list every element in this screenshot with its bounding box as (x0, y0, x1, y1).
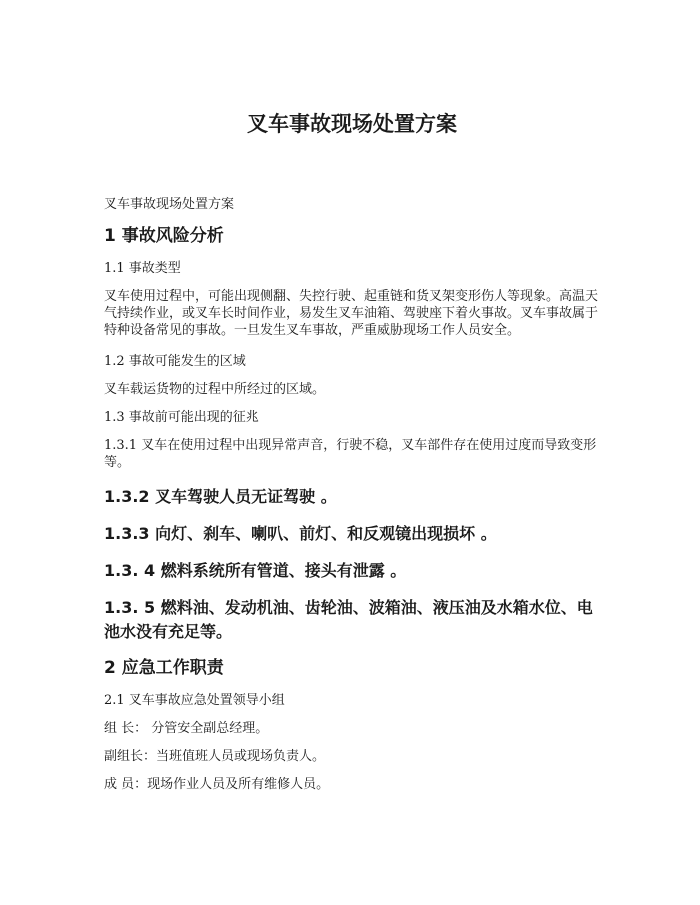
section-1-2-body: 叉车载运货物的过程中所经过的区域。 (104, 382, 326, 397)
document-title: 叉车事故现场处置方案 (247, 111, 457, 136)
section-1-3-2-heading: 1.3.2 叉车驾驶人员无证驾驶 。 (104, 487, 337, 506)
team-members-line: 成 员：现场作业人员及所有维修人员。 (104, 777, 330, 792)
section-2-1-heading: 2.1 叉车事故应急处置领导小组 (104, 693, 285, 708)
section-1-3-5-heading: 1.3. 5 燃料油、发动机油、齿轮油、波箱油、液压油及水箱水位、电池水没有充足等。 (104, 598, 593, 641)
team-leader-line: 组 长： 分管安全副总经理。 (104, 721, 269, 736)
document-content (104, 110, 600, 804)
section-1-3-1-item: 1.3.1 叉车在使用过程中出现异常声音，行驶不稳，叉车部件存在使用过度而导致变形等。 (104, 438, 597, 470)
section-1-3-3-heading: 1.3.3 向灯、刹车、喇叭、前灯、和反观镜出现损坏 。 (104, 524, 497, 543)
section-1-2-heading: 1.2 事故可能发生的区域 (104, 354, 246, 369)
section-1-3-heading: 1.3 事故前可能出现的征兆 (104, 410, 259, 425)
team-deputy-line: 副组长：当班值班人员或现场负责人。 (104, 749, 326, 764)
document-subtitle: 叉车事故现场处置方案 (104, 197, 235, 212)
section-1-1-body: 叉车使用过程中，可能出现侧翻、失控行驶、起重链和货叉架变形伤人等现象。高温天气持续作业，或叉车长时间作业，易发生叉车油箱、驾驶座下着火事故。叉车事故属于特种设备常见的事故。一旦发生叉车事故，严重威胁现场工作人员安全。 (104, 289, 599, 338)
section-1-3-4-heading: 1.3. 4 燃料系统所有管道、接头有泄露 。 (104, 561, 407, 580)
section-2-heading: 2 应急工作职责 (104, 658, 224, 678)
section-1-heading: 1 事故风险分析 (104, 226, 224, 246)
section-1-1-heading: 1.1 事故类型 (104, 261, 181, 276)
